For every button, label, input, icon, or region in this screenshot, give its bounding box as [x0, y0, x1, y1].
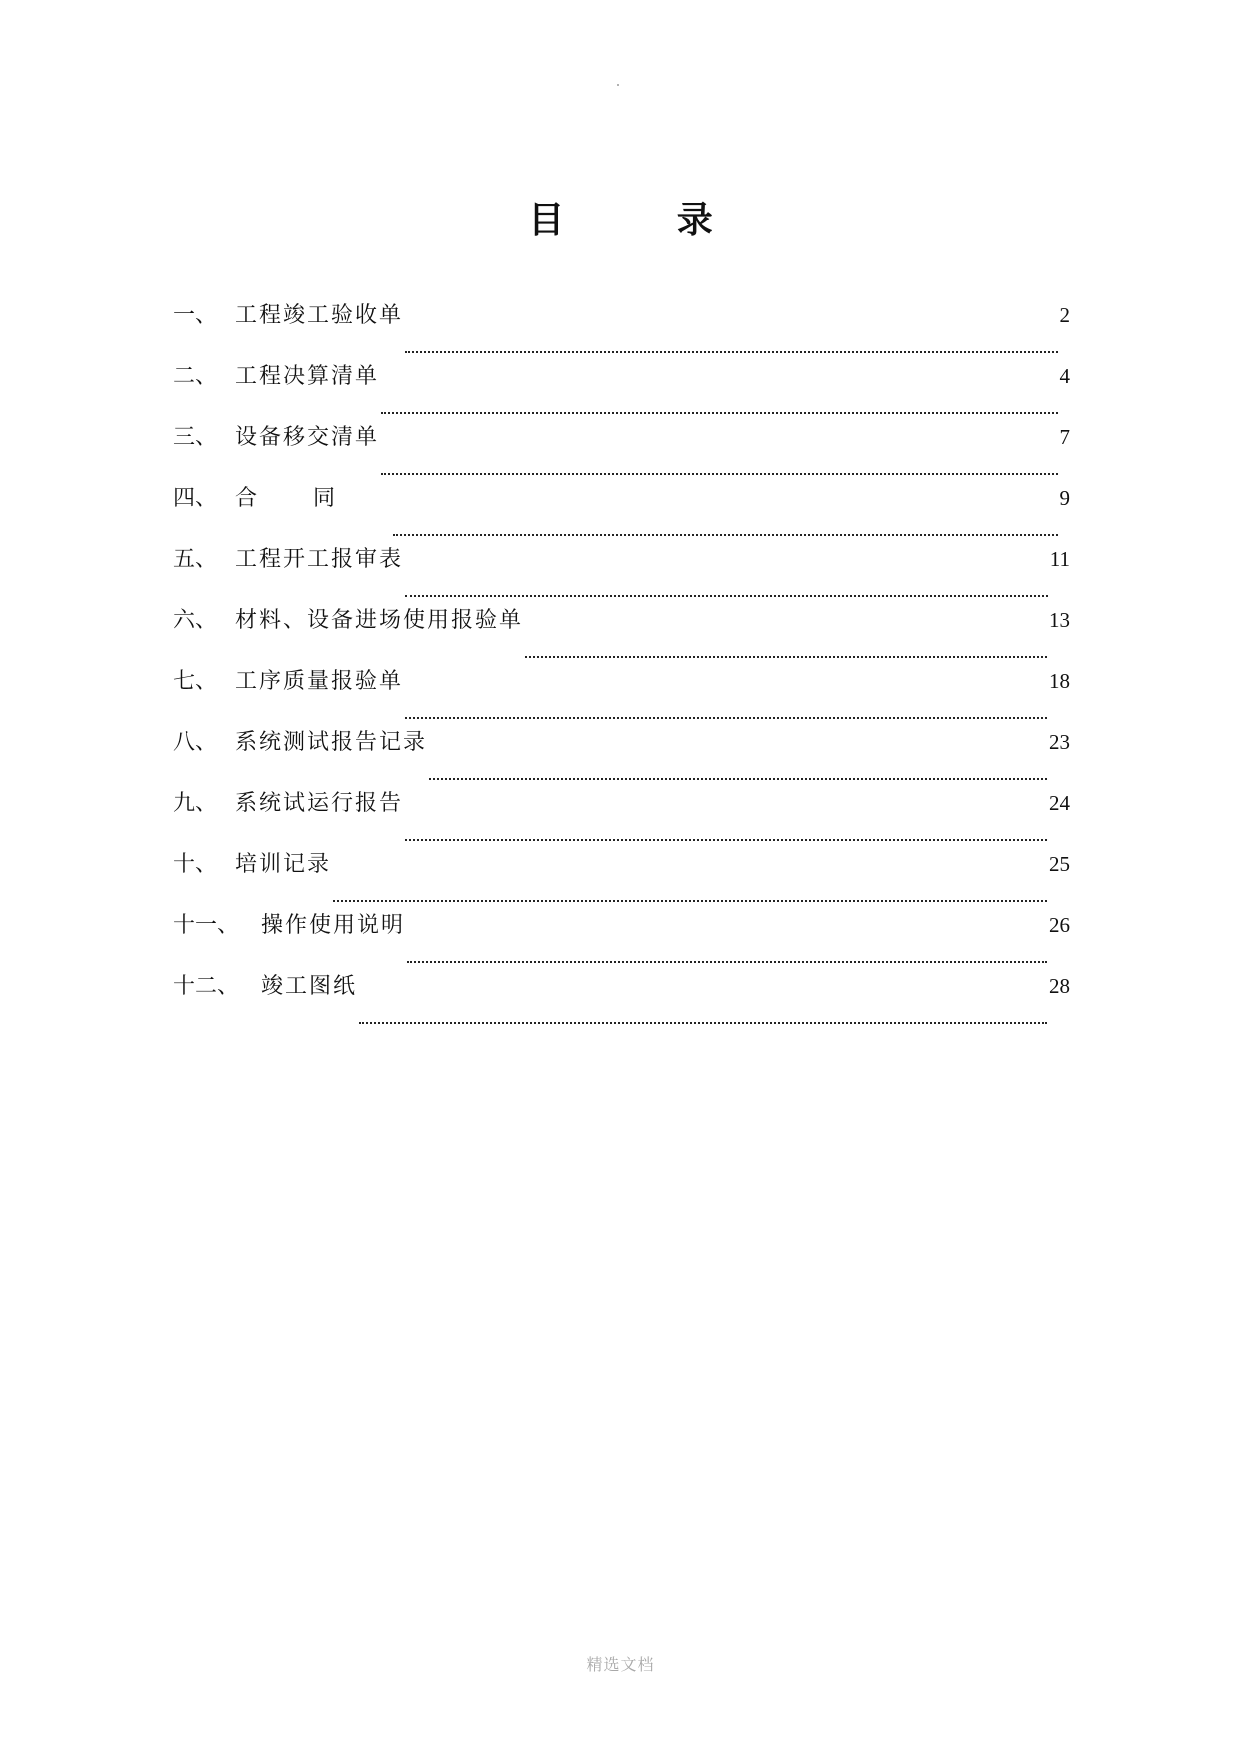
toc-entry-page: 28	[1049, 974, 1070, 998]
toc-entry[interactable]	[173, 849, 1070, 910]
toc-entry-number: 五、	[173, 547, 218, 572]
toc-entry[interactable]	[173, 788, 1070, 849]
toc-entry-page: 24	[1049, 791, 1070, 815]
toc-entry-title: 设备移交清单	[235, 425, 380, 450]
toc-entry-page: 11	[1049, 547, 1070, 571]
toc-entry-number: 三、	[173, 425, 218, 450]
toc-entry[interactable]	[173, 361, 1070, 422]
toc-entry[interactable]	[173, 422, 1070, 483]
toc-entry-number: 十一、	[173, 913, 240, 938]
toc-dot-leader	[407, 960, 1047, 963]
toc-entry-title: 工程开工报审表	[235, 547, 404, 572]
toc-entry-number: 十、	[173, 852, 218, 877]
toc-entry-number: 八、	[173, 730, 218, 755]
page-footer: 精选文档	[586, 1655, 655, 1674]
toc-dot-leader	[405, 716, 1047, 719]
toc-entry-title: 竣工图纸	[261, 974, 358, 999]
page-top-mark	[617, 84, 619, 86]
toc-entry-title: 工程竣工验收单	[235, 303, 404, 328]
toc-entry-title: 培训记录	[235, 852, 332, 877]
toc-entry-title: 操作使用说明	[261, 913, 406, 938]
toc-dot-leader	[405, 350, 1057, 353]
toc-entry[interactable]	[173, 666, 1070, 727]
toc-entry[interactable]	[173, 971, 1070, 1032]
toc-entry-page: 7	[1059, 425, 1070, 449]
toc-entry-number: 六、	[173, 608, 218, 633]
toc-dot-leader	[429, 777, 1047, 780]
toc-dot-leader	[381, 411, 1057, 414]
toc-dot-leader	[359, 1021, 1047, 1024]
page-title: 目 录	[528, 199, 763, 241]
table-of-contents	[173, 300, 1070, 1032]
toc-entry-title: 系统测试报告记录	[235, 730, 428, 755]
toc-entry[interactable]	[173, 544, 1070, 605]
toc-entry[interactable]	[173, 910, 1070, 971]
toc-dot-leader	[381, 472, 1057, 475]
toc-entry-title: 材料、设备进场使用报验单	[235, 608, 524, 633]
toc-entry-page: 26	[1049, 913, 1070, 937]
toc-dot-leader	[393, 533, 1057, 536]
toc-entry[interactable]	[173, 300, 1070, 361]
toc-entry[interactable]	[173, 605, 1070, 666]
toc-entry-page: 13	[1049, 608, 1070, 632]
toc-dot-leader	[525, 655, 1047, 658]
toc-entry-title: 系统试运行报告	[235, 791, 404, 816]
toc-entry-page: 2	[1059, 303, 1070, 327]
toc-entry-page: 9	[1059, 486, 1070, 510]
toc-dot-leader	[333, 899, 1047, 902]
toc-entry-number: 七、	[173, 669, 218, 694]
toc-entry-number: 二、	[173, 364, 218, 389]
toc-entry-page: 25	[1049, 852, 1070, 876]
toc-entry-page: 23	[1049, 730, 1070, 754]
toc-entry-number: 十二、	[173, 974, 240, 999]
toc-dot-leader	[405, 594, 1048, 597]
toc-entry-number: 一、	[173, 303, 218, 328]
toc-entry-number: 四、	[173, 486, 218, 511]
toc-entry[interactable]	[173, 727, 1070, 788]
toc-dot-leader	[405, 838, 1047, 841]
toc-entry-page: 4	[1059, 364, 1070, 388]
toc-entry-number: 九、	[173, 791, 218, 816]
toc-entry[interactable]	[173, 483, 1070, 544]
toc-entry-page: 18	[1049, 669, 1070, 693]
toc-entry-title: 工程决算清单	[235, 364, 380, 389]
toc-entry-title: 工序质量报验单	[235, 669, 404, 694]
toc-entry-title: 合同	[235, 486, 392, 511]
